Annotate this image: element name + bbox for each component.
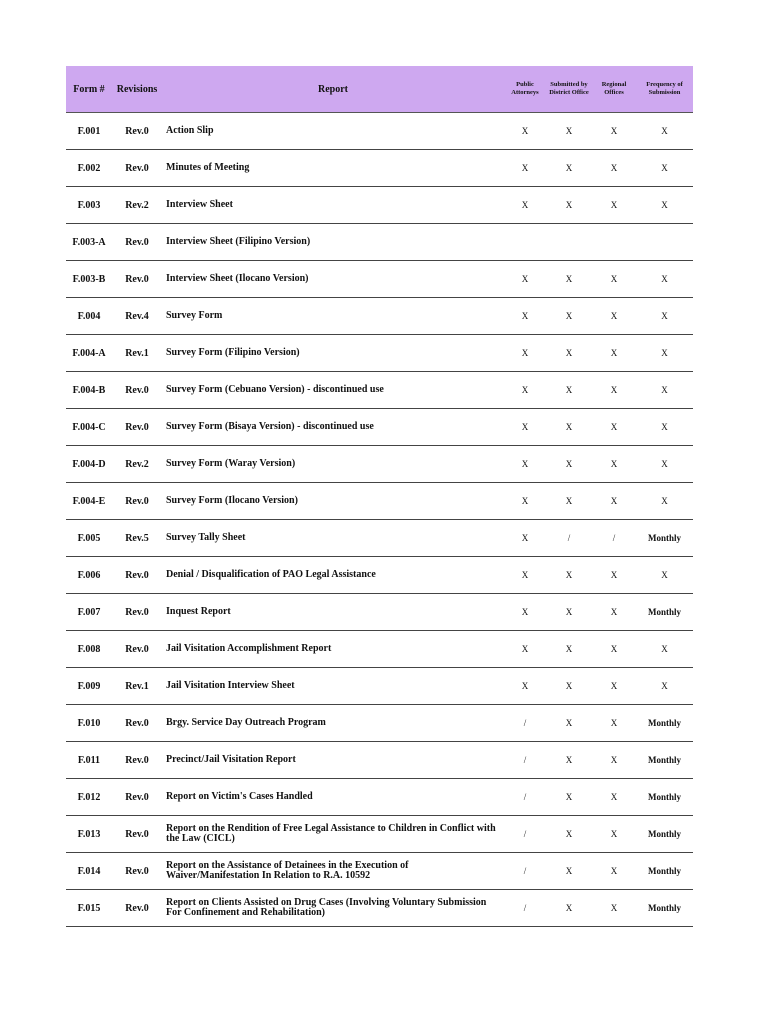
table-row: [66, 224, 693, 261]
district-office-mark: [546, 224, 592, 261]
table-row: [66, 409, 693, 446]
table-header-row: [66, 66, 693, 113]
public-attorneys-mark: /: [504, 779, 546, 816]
frequency-mark: X: [636, 335, 693, 372]
header-revisions: Revisions: [112, 66, 162, 113]
frequency-mark: X: [636, 557, 693, 594]
public-attorneys-mark: /: [504, 853, 546, 890]
district-office-mark: X: [546, 853, 592, 890]
regional-offices-mark: /: [592, 520, 636, 557]
frequency-mark: Monthly: [636, 520, 693, 557]
district-office-mark: X: [546, 409, 592, 446]
report-name: Survey Form: [162, 298, 504, 335]
public-attorneys-mark: /: [504, 705, 546, 742]
form-number: F.013: [66, 816, 112, 853]
regional-offices-mark: X: [592, 853, 636, 890]
revision: Rev.0: [112, 816, 162, 853]
public-attorneys-mark: X: [504, 261, 546, 298]
table-row: [66, 631, 693, 668]
public-attorneys-mark: X: [504, 113, 546, 150]
revision: Rev.0: [112, 224, 162, 261]
district-office-mark: X: [546, 594, 592, 631]
district-office-mark: X: [546, 742, 592, 779]
frequency-mark: X: [636, 409, 693, 446]
frequency-mark: X: [636, 483, 693, 520]
form-number: F.015: [66, 890, 112, 927]
report-name: Report on the Assistance of Detainees in the Execution of Waiver/Manifestation In Relation to R.A. 10592: [162, 853, 504, 890]
report-name: Jail Visitation Accomplishment Report: [162, 631, 504, 668]
form-number: F.011: [66, 742, 112, 779]
table-row: [66, 335, 693, 372]
table-row: [66, 298, 693, 335]
header-regional-offices: Regional Offices: [592, 66, 636, 113]
district-office-mark: X: [546, 631, 592, 668]
public-attorneys-mark: /: [504, 816, 546, 853]
district-office-mark: X: [546, 150, 592, 187]
form-number: F.014: [66, 853, 112, 890]
regional-offices-mark: X: [592, 890, 636, 927]
table-row: [66, 890, 693, 927]
revision: Rev.0: [112, 631, 162, 668]
frequency-mark: Monthly: [636, 890, 693, 927]
regional-offices-mark: X: [592, 631, 636, 668]
table-row: [66, 742, 693, 779]
district-office-mark: X: [546, 446, 592, 483]
public-attorneys-mark: X: [504, 594, 546, 631]
revision: Rev.0: [112, 483, 162, 520]
regional-offices-mark: X: [592, 779, 636, 816]
table-row: [66, 779, 693, 816]
forms-table: [66, 66, 693, 927]
regional-offices-mark: X: [592, 594, 636, 631]
frequency-mark: [636, 224, 693, 261]
report-name: Denial / Disqualification of PAO Legal Assistance: [162, 557, 504, 594]
frequency-mark: X: [636, 298, 693, 335]
regional-offices-mark: [592, 224, 636, 261]
frequency-mark: X: [636, 446, 693, 483]
form-number: F.004-A: [66, 335, 112, 372]
public-attorneys-mark: [504, 224, 546, 261]
revision: Rev.2: [112, 187, 162, 224]
regional-offices-mark: X: [592, 705, 636, 742]
report-name: Survey Form (Bisaya Version) - discontinued use: [162, 409, 504, 446]
table-row: [66, 372, 693, 409]
district-office-mark: X: [546, 483, 592, 520]
table-row: [66, 187, 693, 224]
frequency-mark: X: [636, 150, 693, 187]
regional-offices-mark: X: [592, 816, 636, 853]
report-name: Report on the Rendition of Free Legal Assistance to Children in Conflict with the Law (CICL): [162, 816, 504, 853]
revision: Rev.0: [112, 557, 162, 594]
public-attorneys-mark: X: [504, 372, 546, 409]
frequency-mark: X: [636, 631, 693, 668]
frequency-mark: X: [636, 261, 693, 298]
regional-offices-mark: X: [592, 150, 636, 187]
public-attorneys-mark: X: [504, 446, 546, 483]
revision: Rev.0: [112, 779, 162, 816]
table-row: [66, 113, 693, 150]
public-attorneys-mark: X: [504, 335, 546, 372]
form-number: F.003-B: [66, 261, 112, 298]
form-number: F.007: [66, 594, 112, 631]
report-name: Interview Sheet (Filipino Version): [162, 224, 504, 261]
district-office-mark: X: [546, 779, 592, 816]
form-number: F.004-C: [66, 409, 112, 446]
frequency-mark: Monthly: [636, 816, 693, 853]
report-name: Inquest Report: [162, 594, 504, 631]
form-number: F.004-E: [66, 483, 112, 520]
form-number: F.006: [66, 557, 112, 594]
district-office-mark: /: [546, 520, 592, 557]
frequency-mark: Monthly: [636, 779, 693, 816]
header-district-office: Submitted by District Office: [546, 66, 592, 113]
revision: Rev.1: [112, 335, 162, 372]
district-office-mark: X: [546, 187, 592, 224]
form-number: F.004: [66, 298, 112, 335]
district-office-mark: X: [546, 890, 592, 927]
revision: Rev.0: [112, 409, 162, 446]
frequency-mark: Monthly: [636, 853, 693, 890]
regional-offices-mark: X: [592, 483, 636, 520]
table-row: [66, 705, 693, 742]
district-office-mark: X: [546, 668, 592, 705]
regional-offices-mark: X: [592, 742, 636, 779]
table-row: [66, 446, 693, 483]
frequency-mark: Monthly: [636, 742, 693, 779]
district-office-mark: X: [546, 816, 592, 853]
revision: Rev.4: [112, 298, 162, 335]
regional-offices-mark: X: [592, 668, 636, 705]
table-row: [66, 668, 693, 705]
report-name: Report on Clients Assisted on Drug Cases (Involving Voluntary Submission For Confinement and Rehabilitation): [162, 890, 504, 927]
frequency-mark: Monthly: [636, 594, 693, 631]
revision: Rev.0: [112, 853, 162, 890]
form-number: F.010: [66, 705, 112, 742]
form-number: F.003: [66, 187, 112, 224]
header-report: Report: [162, 66, 504, 113]
report-name: Interview Sheet (Ilocano Version): [162, 261, 504, 298]
public-attorneys-mark: X: [504, 483, 546, 520]
public-attorneys-mark: X: [504, 668, 546, 705]
revision: Rev.5: [112, 520, 162, 557]
form-number: F.003-A: [66, 224, 112, 261]
report-name: Report on Victim's Cases Handled: [162, 779, 504, 816]
form-number: F.002: [66, 150, 112, 187]
revision: Rev.0: [112, 594, 162, 631]
regional-offices-mark: X: [592, 446, 636, 483]
district-office-mark: X: [546, 705, 592, 742]
public-attorneys-mark: X: [504, 557, 546, 594]
header-public-attorneys: Public Attorneys: [504, 66, 546, 113]
district-office-mark: X: [546, 261, 592, 298]
report-name: Survey Form (Cebuano Version) - discontinued use: [162, 372, 504, 409]
form-number: F.004-B: [66, 372, 112, 409]
revision: Rev.0: [112, 890, 162, 927]
regional-offices-mark: X: [592, 261, 636, 298]
table-row: [66, 150, 693, 187]
frequency-mark: X: [636, 668, 693, 705]
table-row: [66, 816, 693, 853]
report-name: Precinct/Jail Visitation Report: [162, 742, 504, 779]
table-row: [66, 483, 693, 520]
public-attorneys-mark: /: [504, 742, 546, 779]
table-row: [66, 594, 693, 631]
frequency-mark: X: [636, 113, 693, 150]
public-attorneys-mark: X: [504, 409, 546, 446]
regional-offices-mark: X: [592, 113, 636, 150]
header-frequency: Frequency of Submission: [636, 66, 693, 113]
frequency-mark: Monthly: [636, 705, 693, 742]
public-attorneys-mark: X: [504, 631, 546, 668]
revision: Rev.2: [112, 446, 162, 483]
table-body: [66, 113, 693, 927]
table-row: [66, 557, 693, 594]
report-name: Action Slip: [162, 113, 504, 150]
table-row: [66, 853, 693, 890]
public-attorneys-mark: X: [504, 520, 546, 557]
regional-offices-mark: X: [592, 557, 636, 594]
report-name: Survey Tally Sheet: [162, 520, 504, 557]
table-row: [66, 520, 693, 557]
revision: Rev.0: [112, 113, 162, 150]
header-form-no: Form #: [66, 66, 112, 113]
report-name: Minutes of Meeting: [162, 150, 504, 187]
regional-offices-mark: X: [592, 187, 636, 224]
report-name: Interview Sheet: [162, 187, 504, 224]
revision: Rev.0: [112, 372, 162, 409]
regional-offices-mark: X: [592, 372, 636, 409]
form-number: F.009: [66, 668, 112, 705]
form-number: F.008: [66, 631, 112, 668]
regional-offices-mark: X: [592, 335, 636, 372]
regional-offices-mark: X: [592, 409, 636, 446]
form-number: F.001: [66, 113, 112, 150]
public-attorneys-mark: X: [504, 298, 546, 335]
revision: Rev.0: [112, 742, 162, 779]
report-name: Survey Form (Filipino Version): [162, 335, 504, 372]
public-attorneys-mark: X: [504, 150, 546, 187]
report-name: Survey Form (Waray Version): [162, 446, 504, 483]
regional-offices-mark: X: [592, 298, 636, 335]
report-name: Brgy. Service Day Outreach Program: [162, 705, 504, 742]
district-office-mark: X: [546, 372, 592, 409]
report-name: Survey Form (Ilocano Version): [162, 483, 504, 520]
district-office-mark: X: [546, 557, 592, 594]
public-attorneys-mark: X: [504, 187, 546, 224]
district-office-mark: X: [546, 335, 592, 372]
form-number: F.012: [66, 779, 112, 816]
revision: Rev.0: [112, 150, 162, 187]
frequency-mark: X: [636, 372, 693, 409]
district-office-mark: X: [546, 113, 592, 150]
revision: Rev.1: [112, 668, 162, 705]
form-number: F.005: [66, 520, 112, 557]
report-name: Jail Visitation Interview Sheet: [162, 668, 504, 705]
frequency-mark: X: [636, 187, 693, 224]
form-number: F.004-D: [66, 446, 112, 483]
district-office-mark: X: [546, 298, 592, 335]
table-row: [66, 261, 693, 298]
public-attorneys-mark: /: [504, 890, 546, 927]
revision: Rev.0: [112, 261, 162, 298]
revision: Rev.0: [112, 705, 162, 742]
